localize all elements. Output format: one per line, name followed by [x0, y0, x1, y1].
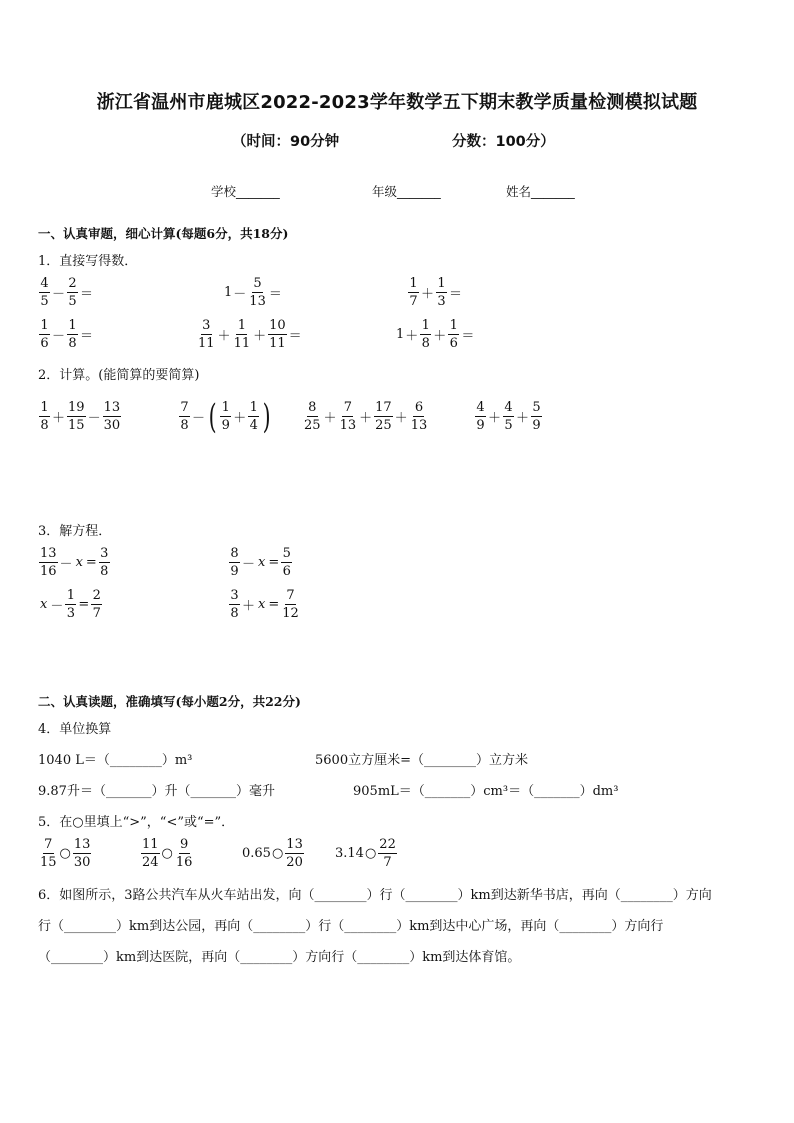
- section1-heading: 一、认真审题，细心计算(每题6分，共18分): [38, 226, 289, 241]
- q1-expr-a: 4 5 － 2 5 ＝: [40, 276, 94, 309]
- q2-expr-b: 7 8 － ( 1 9 ＋ 1 4 ): [180, 396, 271, 437]
- q5-compare-b: 11 24 ○ 9 16: [142, 837, 193, 870]
- q1-expr-b: 1 － 5 13 ＝: [224, 276, 282, 309]
- q6-line2: 行（________）km到达公园，再向（________）行（________）km到达中心广场，再向（________）方向行: [38, 919, 664, 934]
- section2-heading: 二、认真读题，准确填写(每小题2分，共22分): [38, 694, 301, 709]
- name-field[interactable]: 姓名_______: [506, 184, 575, 199]
- q2-expr-a: 1 8 ＋ 19 15 － 13 30: [40, 400, 121, 433]
- q1-expr-c: 1 7 ＋ 1 3 ＝: [409, 276, 463, 309]
- q5-compare-c: 0.65 ○ 13 20: [242, 837, 303, 870]
- exam-score: 分数：100分）: [452, 134, 555, 150]
- q4-label: 4．单位换算: [38, 722, 112, 737]
- exam-time: （时间：90分钟: [232, 134, 340, 150]
- q5-compare-a: 7 15 ○ 13 30: [40, 837, 91, 870]
- q5-compare-d: 3.14 ○ 22 7: [335, 837, 396, 870]
- q2-expr-d: 4 9 ＋ 4 5 ＋ 5 9: [476, 400, 541, 433]
- page-title: 浙江省温州市鹿城区2022-2023学年数学五下期末教学质量检测模拟试题: [96, 92, 698, 113]
- q5-label: 5．在○里填上“>”，“<”或“=”．: [38, 815, 235, 830]
- q3-eq-b: 8 9 － x = $\frac{5}{6}$: [230, 546, 291, 579]
- q4-item-d: 905mL＝（_______）cm³＝（_______）dm³: [353, 784, 619, 799]
- school-field[interactable]: 学校_______: [211, 184, 280, 199]
- q4-item-c: 9.87升＝（_______）升（_______）毫升: [38, 784, 275, 799]
- q4-item-b: 5600立方厘米=（________）立方米: [315, 753, 528, 768]
- q2-expr-c: 8 25 ＋ 7 13 ＋ 17 25 ＋ 6 13: [304, 400, 428, 433]
- q3-eq-c: x － $\frac{1}{3}$ = $\frac{2}{7}$: [40, 588, 101, 621]
- q3-label: 3．解方程．: [38, 524, 112, 539]
- q1-expr-e: 3 11 ＋ 1 11 ＋ 10 11 ＝: [198, 318, 302, 351]
- q1-label: 1．直接写得数．: [38, 254, 138, 269]
- q1-expr-d: 1 6 － 1 8 ＝: [40, 318, 94, 351]
- q1-expr-f: 1 ＋ 1 8 ＋ 1 6 ＝: [396, 318, 475, 351]
- q3-eq-a: 13 16 － x = $\frac{3}{8}$: [40, 546, 109, 579]
- q6-line3: （________）km到达医院，再向（________）方向行（________）km到达体育馆。: [38, 950, 521, 965]
- q2-label: 2．计算。(能简算的要简算): [38, 368, 200, 383]
- q4-item-a: 1040 L＝（________）m³: [38, 753, 193, 768]
- q3-eq-d: 3 8 ＋ x = $\frac{7}{12}$: [230, 588, 299, 621]
- q6-line1: 6．如图所示，3路公共汽车从火车站出发，向（________）行（________）km到达新华书店，再向（________）方向: [38, 888, 712, 903]
- grade-field[interactable]: 年级_______: [372, 184, 441, 199]
